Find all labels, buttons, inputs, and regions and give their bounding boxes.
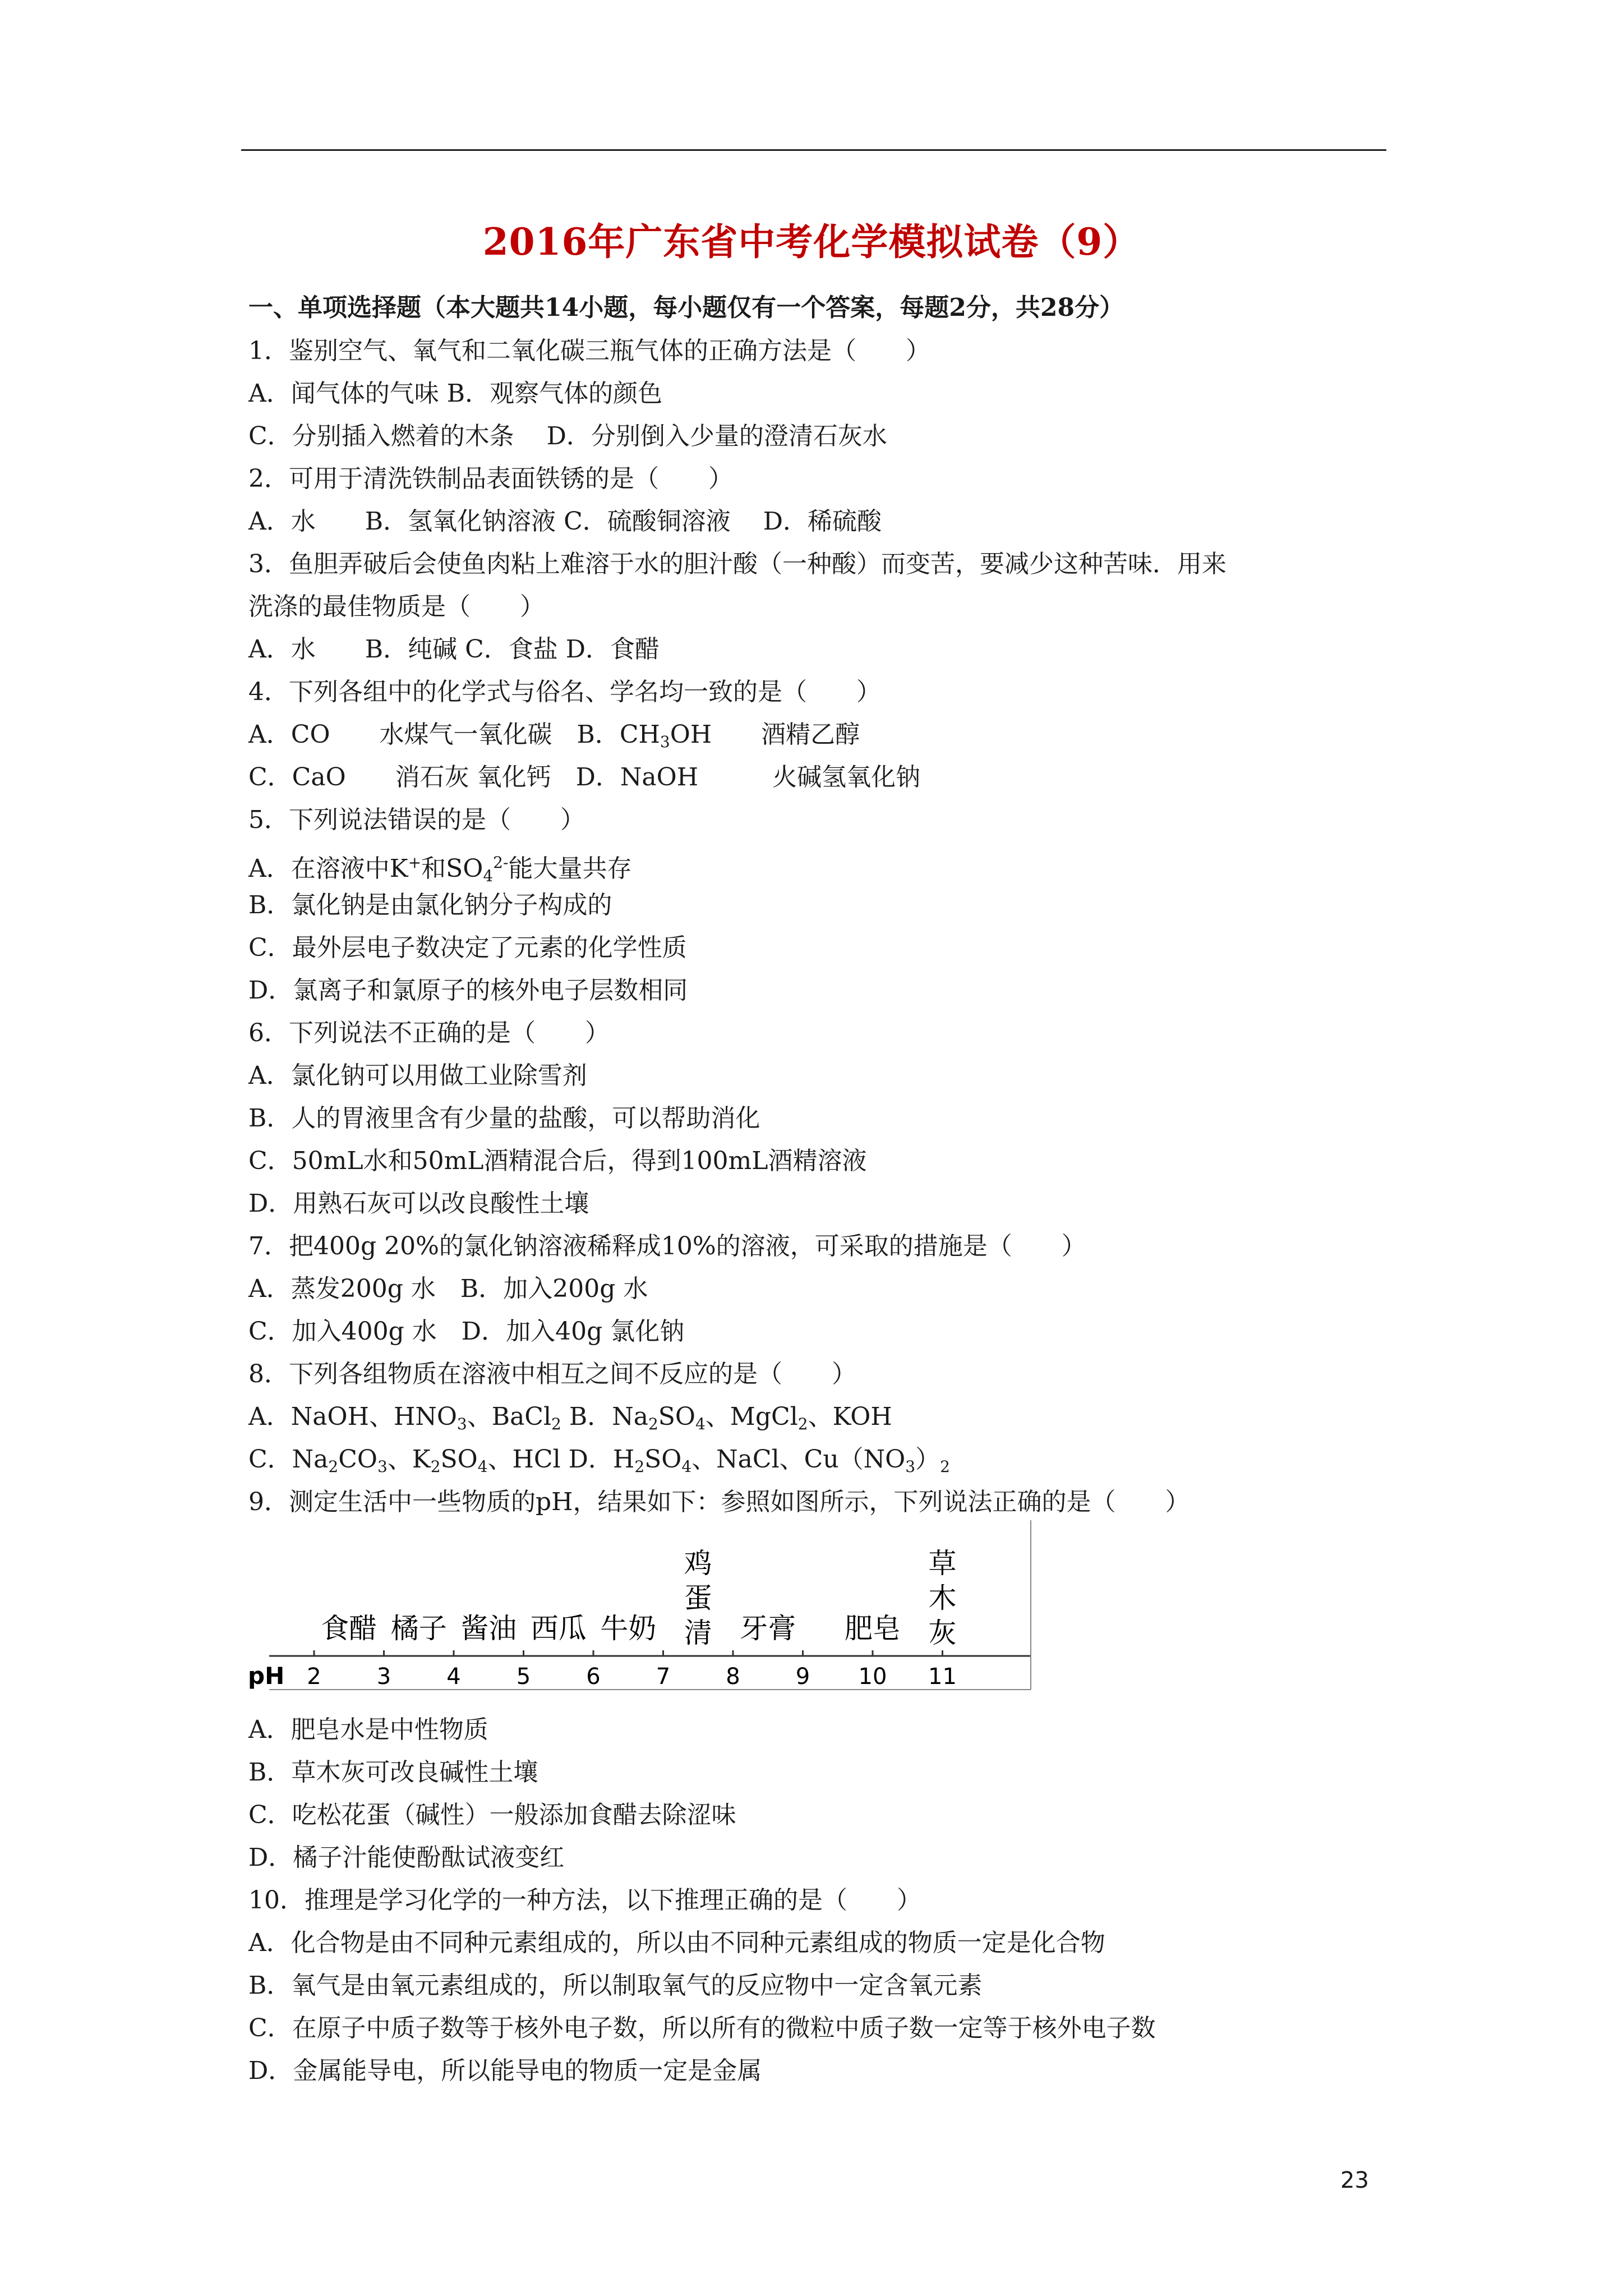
- text-line: 8．下列各组物质在溶液中相互之间不反应的是（ ）: [248, 1360, 856, 1388]
- text-line: C．最外层电子数决定了元素的化学性质: [248, 933, 687, 962]
- text-line: A．水 B．氢氧化钠溶液 C．硫酸铜溶液 D．稀硫酸: [248, 507, 882, 536]
- text-line: 3．鱼胆弄破后会使鱼肉粘上难溶于水的胆汁酸（一种酸）而变苦，要减少这种苦味．用来: [248, 550, 1227, 578]
- text-line: A．氯化钠可以用做工业除雪剂: [248, 1061, 587, 1090]
- text-line: C．吃松花蛋（碱性）一般添加食醋去除涩味: [248, 1801, 736, 1829]
- item-label: 西瓜: [530, 1612, 587, 1645]
- text-line: B．人的胃液里含有少量的盐酸，可以帮助消化: [248, 1104, 760, 1133]
- tick-label: 11: [928, 1664, 957, 1690]
- text-line: D．氯离子和氯原子的核外电子层数相同: [248, 976, 688, 1005]
- item-label: 橘子: [390, 1612, 447, 1645]
- ph-scale-chart: [247, 1520, 1038, 1700]
- text-line: C．$Na_2CO_3$、$K_2SO_4$、HCl D．$H_2SO_4$、NaCl、$Cu(NO_3)_2$: [248, 1445, 950, 1476]
- item-label: 食醋: [321, 1612, 377, 1645]
- text-line: 5．下列说法错误的是（ ）: [248, 806, 585, 834]
- text-line: C．在原子中质子数等于核外电子数，所以所有的微粒中质子数一定等于核外电子数: [248, 2014, 1156, 2042]
- tick-label: 4: [446, 1664, 461, 1690]
- text-line: 4．下列各组中的化学式与俗名、学名均一致的是（ ）: [248, 678, 881, 706]
- text-line: 7．把400g 20%的氯化钠溶液稀释成10%的溶液，可采取的措施是（ ）: [248, 1232, 1086, 1260]
- item-label: 牙膏: [740, 1612, 796, 1645]
- text-line: B．氯化钠是由氯化钠分子构成的: [248, 891, 612, 919]
- tick-label: 7: [656, 1664, 671, 1690]
- text-line: A．NaOH、$HNO_3$、BaCl$_2$ B．$Na_2SO_4$、MgCl$_2$、KOH: [248, 1402, 892, 1433]
- tick-label: 5: [516, 1664, 531, 1690]
- tick-label: 3: [376, 1664, 391, 1690]
- text-line: 10．推理是学习化学的一种方法，以下推理正确的是（ ）: [248, 1886, 921, 1915]
- text-line: B．草木灰可改良碱性土壤: [248, 1758, 538, 1787]
- text-line: D．金属能导电，所以能导电的物质一定是金属: [248, 2056, 762, 2085]
- question-lines: [248, 330, 1398, 2092]
- text-line: C．CaO 消石灰 氧化钙 D．NaOH 火碱氢氧化钠: [248, 763, 921, 792]
- chart-background: [247, 1520, 1038, 1700]
- axis-label: pH: [248, 1662, 285, 1690]
- item-label: 草木灰: [928, 1547, 957, 1649]
- text-line: 6．下列说法不正确的是（ ）: [248, 1019, 610, 1047]
- page-title: 2016年广东省中考化学模拟试卷（9）: [482, 220, 1141, 264]
- text-line: C．50mL水和50mL酒精混合后，得到100mL酒精溶液: [248, 1147, 867, 1175]
- text-line: C．加入400g 水 D．加入40g 氯化钠: [248, 1317, 685, 1346]
- tick-label: 9: [795, 1664, 810, 1690]
- text-line: 9．测定生活中一些物质的pH，结果如下：参照如图所示，下列说法正确的是（ ）: [248, 1488, 1190, 1516]
- text-line: A．肥皂水是中性物质: [248, 1715, 488, 1744]
- text-line: A．闻气体的气味 B．观察气体的颜色: [248, 379, 663, 408]
- tick-label: 8: [726, 1664, 740, 1690]
- tick-label: 10: [858, 1664, 887, 1690]
- page-number: 23: [1340, 2168, 1369, 2193]
- text-line: A．化合物是由不同种元素组成的，所以由不同种元素组成的物质一定是化合物: [248, 1929, 1105, 1957]
- header-rule: [241, 149, 1386, 151]
- text-line: C．分别插入燃着的木条 D．分别倒入少量的澄清石灰水: [248, 422, 887, 450]
- tick-label: 2: [307, 1664, 321, 1690]
- text-line: D．橘子汁能使酚酞试液变红: [248, 1843, 565, 1872]
- tick-label: 6: [586, 1664, 601, 1690]
- item-label: 酱油: [460, 1612, 517, 1645]
- text-line: A．水 B．纯碱 C．食盐 D．食醋: [248, 635, 660, 664]
- item-label: 肥皂: [845, 1612, 901, 1645]
- item-label: 鸡蛋清: [684, 1547, 712, 1649]
- text-line: A．蒸发200g 水 B．加入200g 水: [248, 1274, 648, 1303]
- item-label: 牛奶: [600, 1612, 657, 1645]
- text-line: A．CO 水煤气一氧化碳 B．$CH_3OH$ 酒精乙醇: [248, 720, 860, 751]
- text-line: A．在溶液中K+和$SO_4^{2-}$能大量共存: [248, 853, 632, 885]
- section-heading: 一、单项选择题（本大题共14小题，每小题仅有一个答案，每题2分，共28分）: [248, 293, 1124, 322]
- text-line: 2．可用于清洗铁制品表面铁锈的是（ ）: [248, 464, 733, 493]
- text-line: 洗涤的最佳物质是（ ）: [248, 592, 545, 621]
- text-line: B．氧气是由氧元素组成的，所以制取氧气的反应物中一定含氧元素: [248, 1971, 983, 2000]
- text-line: 1．鉴别空气、氧气和二氧化碳三瓶气体的正确方法是（ ）: [248, 337, 930, 365]
- text-line: D．用熟石灰可以改良酸性土壤: [248, 1189, 589, 1218]
